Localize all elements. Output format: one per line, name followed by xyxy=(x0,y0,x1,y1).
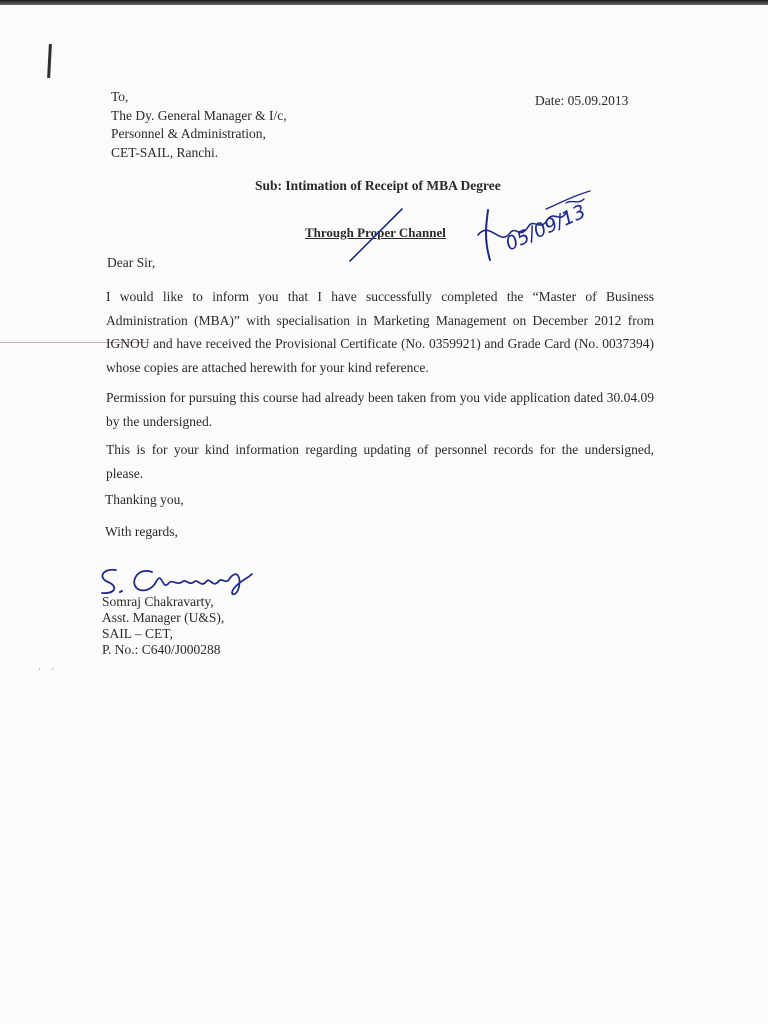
signatory-organisation: SAIL – CET, xyxy=(102,626,173,641)
signatory-name: Somraj Chakravarty, xyxy=(102,594,214,609)
letter-date: Date: 05.09.2013 xyxy=(535,93,629,108)
signatory-designation: Asst. Manager (U&S), xyxy=(102,610,225,625)
recipient-line: To, xyxy=(111,89,129,104)
pen-stroke xyxy=(340,205,410,265)
signatory-block xyxy=(102,594,224,658)
recipient-line: Personnel & Administration, xyxy=(111,126,266,141)
approval-date: 05/09/13 xyxy=(502,200,590,256)
signatory-personnel-no: P. No.: C640/J000288 xyxy=(102,642,221,657)
scan-specks: · · xyxy=(38,664,59,674)
body-paragraph: This is for your kind information regarding updating of personnel records for the undersigned, please. xyxy=(106,442,654,481)
punch-mark xyxy=(47,44,52,78)
closing-regards: With regards, xyxy=(105,524,178,539)
salutation: Dear Sir, xyxy=(107,255,156,270)
through-channel: Through Proper Channel xyxy=(305,225,446,240)
body-paragraph: I would like to inform you that I have successfully completed the “Master of Business Administration (MBA)” with specialisation in Marketing Management on December 2012 from IGNOU and have received the Provisional Certificate (No. 0359921) and Grade Card (No. 0037394) whose copies are attached herewith for your kind reference. xyxy=(106,289,654,375)
scan-top-edge xyxy=(0,0,768,5)
recipient-line: CET-SAIL, Ranchi. xyxy=(111,144,219,160)
recipient-line: The Dy. General Manager & I/c, xyxy=(111,107,287,123)
recipient-address xyxy=(111,88,287,162)
closing-thanks: Thanking you, xyxy=(105,492,184,507)
body-paragraph: Permission for pursuing this course had already been taken from you vide application dated 30.04.09 by the undersigned. xyxy=(106,390,654,429)
letter-subject: Sub: Intimation of Receipt of MBA Degree xyxy=(255,178,501,193)
